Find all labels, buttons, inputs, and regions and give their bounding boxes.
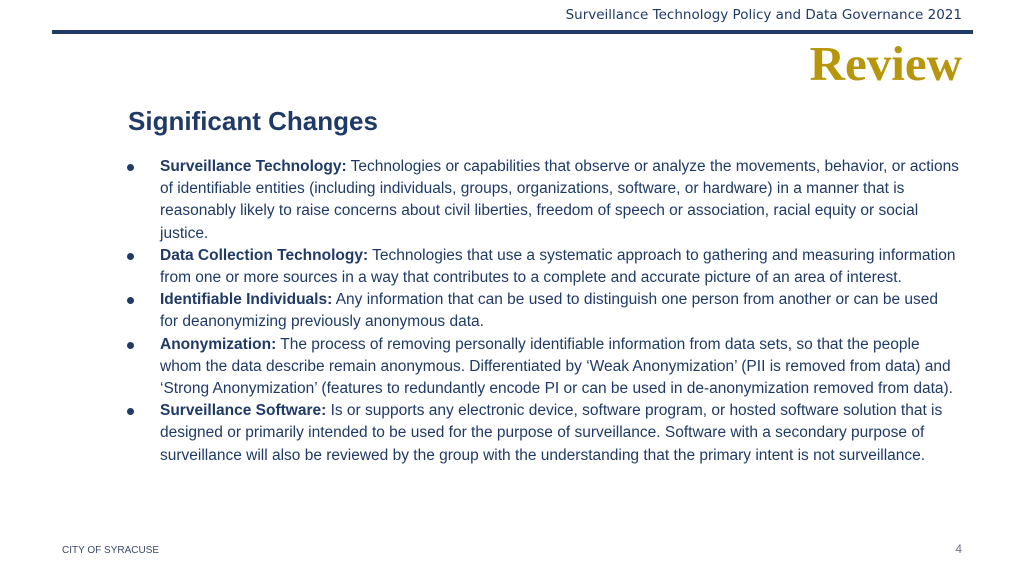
bullet-term: Identifiable Individuals: (160, 291, 333, 309)
definitions-list (0, 156, 1024, 467)
bullet-term: Anonymization: (160, 335, 277, 353)
bullet-surveillance-software (0, 400, 960, 467)
bullet-term: Surveillance Software: (160, 402, 327, 420)
bullet-dot-icon (127, 342, 134, 349)
bullet-definition: Is or supports any electronic device, software program, or hosted software solution that is designed or primarily intended to be used for the purpose of surveillance. Software with a secondary purpose of surveillance will also be reviewed by the group with the understanding that the primary intent is not surveillance. (160, 402, 943, 464)
bullet-identifiable-individuals (0, 289, 960, 333)
bullet-definition: Any information that can be used to distinguish one person from another or can be used for deanonymizing previously anonymous data. (160, 291, 938, 331)
bullet-term: Data Collection Technology: (160, 246, 369, 264)
bullet-definition: Technologies or capabilities that observe or analyze the movements, behavior, or actions of identifiable entities (including individuals, groups, organizations, software, or hardware) in a manner that is reasonably likely to raise concerns about civil liberties, freedom of speech or association, racial equity or social justice. (160, 158, 959, 242)
bullet-definition: The process of removing personally identifiable information from data sets, so that the people whom the data describe remain anonymous. Differentiated by ‘Weak Anonymization’ (PII is removed from data) and ‘Strong Anonymization’ (features to redundantly encode PI or can be used in de-anonymization removed from data). (160, 335, 953, 398)
bullet-dot-icon (127, 297, 134, 304)
bullet-definition: Technologies that use a systematic approach to gathering and measuring information from one or more sources in a way that contributes to a complete and accurate picture of an area of interest. (160, 246, 956, 287)
header-divider (52, 30, 973, 34)
bullet-term: Surveillance Technology: (160, 158, 347, 175)
review-heading: Review (809, 36, 962, 91)
bullet-anonymization (0, 334, 960, 401)
section-title: Significant Changes (128, 106, 378, 136)
bullet-surveillance-technology (0, 156, 960, 245)
header-title: Surveillance Technology Policy and Data Governance 2021 (565, 7, 962, 23)
bullet-dot-icon (127, 408, 134, 415)
page-number: 4 (955, 542, 962, 556)
footer-organization: CITY OF SYRACUSE (62, 545, 160, 556)
bullet-dot-icon (127, 164, 134, 171)
bullet-data-collection-technology (0, 245, 960, 289)
bullet-dot-icon (127, 253, 134, 260)
